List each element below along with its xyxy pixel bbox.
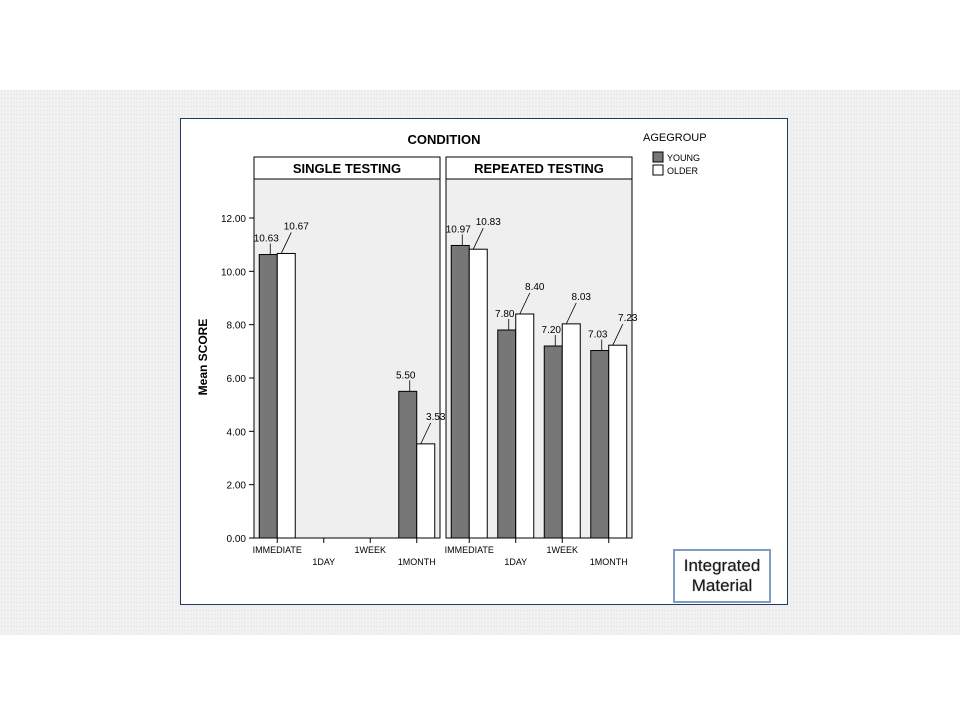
bar-older [516, 314, 534, 538]
x-tick-label: 1DAY [312, 557, 336, 567]
data-label: 7.20 [541, 325, 561, 336]
y-axis-label: Mean SCORE [196, 318, 210, 396]
bar-young [591, 351, 609, 538]
y-tick-label: 4.00 [226, 427, 246, 439]
bar-older [277, 253, 295, 538]
data-label: 10.83 [475, 217, 501, 229]
data-label: 10.97 [445, 224, 471, 236]
x-tick-label: 1DAY [504, 557, 528, 567]
badge-line-1: Integrated [683, 556, 761, 575]
bar-older [417, 444, 435, 538]
data-label: 10.67 [283, 221, 309, 233]
data-label: 7.03 [588, 329, 608, 341]
data-label: 7.80 [495, 309, 515, 320]
panel-title: REPEATED TESTING [474, 161, 604, 176]
x-tick-label: IMMEDIATE [444, 545, 494, 555]
y-tick-label: 6.00 [226, 374, 246, 385]
panel-repeated-testing [445, 157, 638, 567]
data-label: 3.53 [426, 411, 446, 423]
y-tick-label: 10.00 [220, 267, 246, 279]
bar-young [399, 391, 417, 538]
bar-older [562, 324, 580, 538]
legend-label-young: YOUNG [667, 153, 701, 163]
badge-line-2: Material [691, 576, 753, 595]
bar-young [259, 255, 277, 538]
x-tick-label: 1WEEK [546, 545, 579, 555]
data-label: 10.63 [253, 233, 279, 245]
x-tick-label: 1WEEK [354, 545, 387, 555]
bar-young [451, 245, 469, 538]
x-tick-label: 1MONTH [397, 557, 436, 567]
data-label: 5.50 [396, 370, 416, 382]
x-tick-label: IMMEDIATE [252, 545, 302, 555]
legend-title: AGEGROUP [643, 132, 707, 144]
chart-title: CONDITION [407, 132, 481, 147]
bar-older [609, 345, 627, 538]
panel-title: SINGLE TESTING [292, 161, 402, 176]
legend-swatch-young [653, 152, 663, 162]
y-tick-label: 2.00 [226, 480, 246, 492]
y-tick-label: 12.00 [220, 214, 246, 225]
panel-single-testing [253, 157, 446, 567]
bar-young [498, 330, 516, 538]
data-label: 8.40 [525, 282, 545, 293]
legend [643, 132, 707, 176]
legend-label-older: OLDER [667, 166, 699, 176]
y-tick-label: 0.00 [226, 534, 246, 545]
legend-swatch-older [653, 165, 663, 175]
integrated-material-badge [673, 549, 771, 603]
bar-young [544, 346, 562, 538]
x-tick-label: 1MONTH [589, 557, 628, 567]
data-label: 8.03 [571, 291, 591, 303]
y-tick-label: 8.00 [226, 320, 246, 332]
bar-older [469, 249, 487, 538]
data-label: 7.23 [618, 313, 638, 325]
